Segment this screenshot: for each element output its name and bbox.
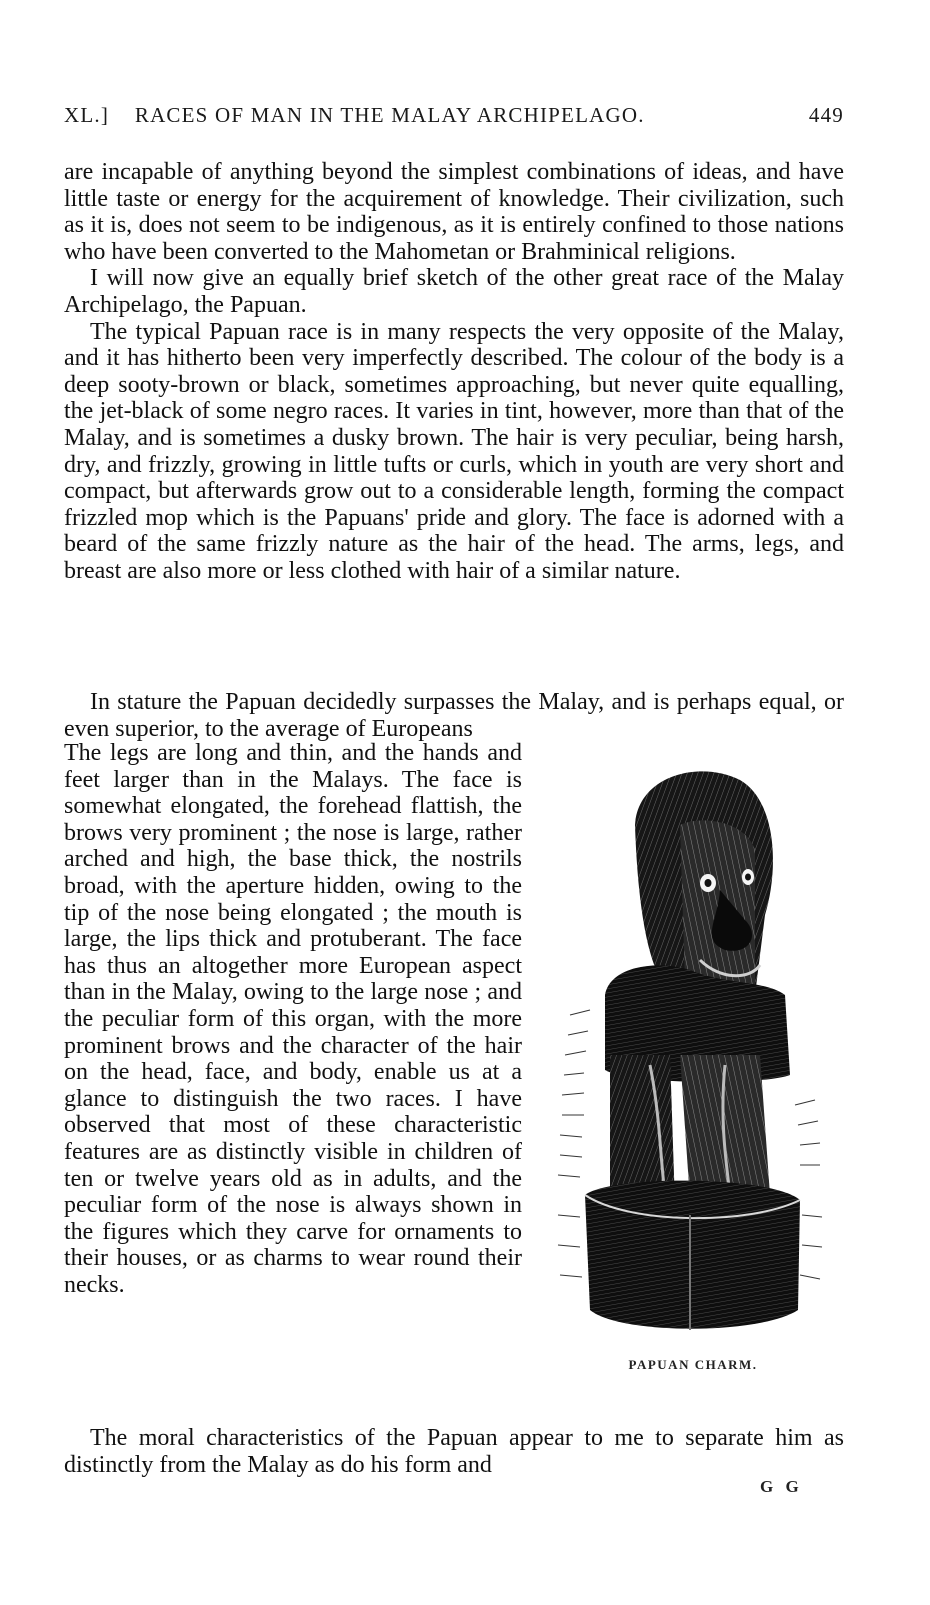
top-text-block bbox=[64, 159, 844, 585]
chapter-number: XL.] bbox=[64, 103, 110, 127]
bottom-text-block bbox=[64, 1425, 844, 1478]
stature-opening-block bbox=[64, 689, 844, 742]
paragraph-continuation: are incapable of anything beyond the simplest combinations of ideas, and have little taste or energy for the acquirement of knowledge. Their civilization, such as it is, does not seem to be indigenous, as it is entirely confined to those nations who have been converted to the Mahometan or Brahminical religions. bbox=[64, 159, 844, 265]
chapter-and-title bbox=[64, 103, 645, 128]
page-number: 449 bbox=[808, 103, 844, 127]
papuan-charm-figure bbox=[550, 755, 830, 1345]
signature-mark: G G bbox=[760, 1477, 803, 1496]
paragraph-papuan-description: The typical Papuan race is in many respects the very opposite of the Malay, and it has hitherto been very imperfectly described. The colour of the body is a deep sooty-brown or black, sometimes approaching, but never quite equalling, the jet-black of some negro races. It varies in tint, however, more than that of the Malay, and is sometimes a dusky brown. The hair is very peculiar, being harsh, dry, and frizzly, growing in little tufts or curls, which in youth are very short and compact, but afterwards grow out to a considerable length, forming the compact frizzled mop which is the Papuans' pride and glory. The face is adorned with a beard of the same frizzly nature as the hair of the head. The arms, legs, and breast are also more or less clothed with hair of a similar nature. bbox=[64, 318, 844, 584]
paragraph-stature-wrapped: The legs are long and thin, and the hands and feet larger than in the Malays. The face is somewhat elongated, the forehead flattish, the brows very prominent ; the nose is large, rather arched and high, the base thick, the nostrils broad, with the aperture hidden, owing to the tip of the nose being elongated ; the mouth is large, the lips thick and protuberant. The face has thus an altogether more European aspect than in the Malay, owing to the large nose ; and the peculiar form of this organ, with the more prominent brows and the character of the hair on the head, face, and body, enable us at a glance to distinguish the two races. I have observed that most of these characteristic features are as distinctly visible in children of ten or twelve years old as in adults, and the peculiar form of the nose is always shown in the figures which they carve for ornaments to their houses, or as charms to wear round their necks. bbox=[64, 740, 522, 1298]
paragraph-papuan-intro: I will now give an equally brief sketch of the other great race of the Malay Archipelago, the Papuan. bbox=[64, 265, 844, 318]
paragraph-stature-opening: In stature the Papuan decidedly surpasses the Malay, and is perhaps equal, or even superior, to the average of Europeans bbox=[64, 689, 844, 742]
wrapped-text-column bbox=[64, 740, 522, 1298]
running-title: RACES OF MAN IN THE MALAY ARCHIPELAGO. bbox=[134, 103, 645, 127]
paragraph-moral: The moral characteristics of the Papuan appear to me to separate him as distinctly from the Malay as do his form and bbox=[64, 1425, 844, 1478]
carved-figure-icon bbox=[550, 755, 830, 1345]
figure-caption: PAPUAN CHARM. bbox=[628, 1357, 758, 1372]
